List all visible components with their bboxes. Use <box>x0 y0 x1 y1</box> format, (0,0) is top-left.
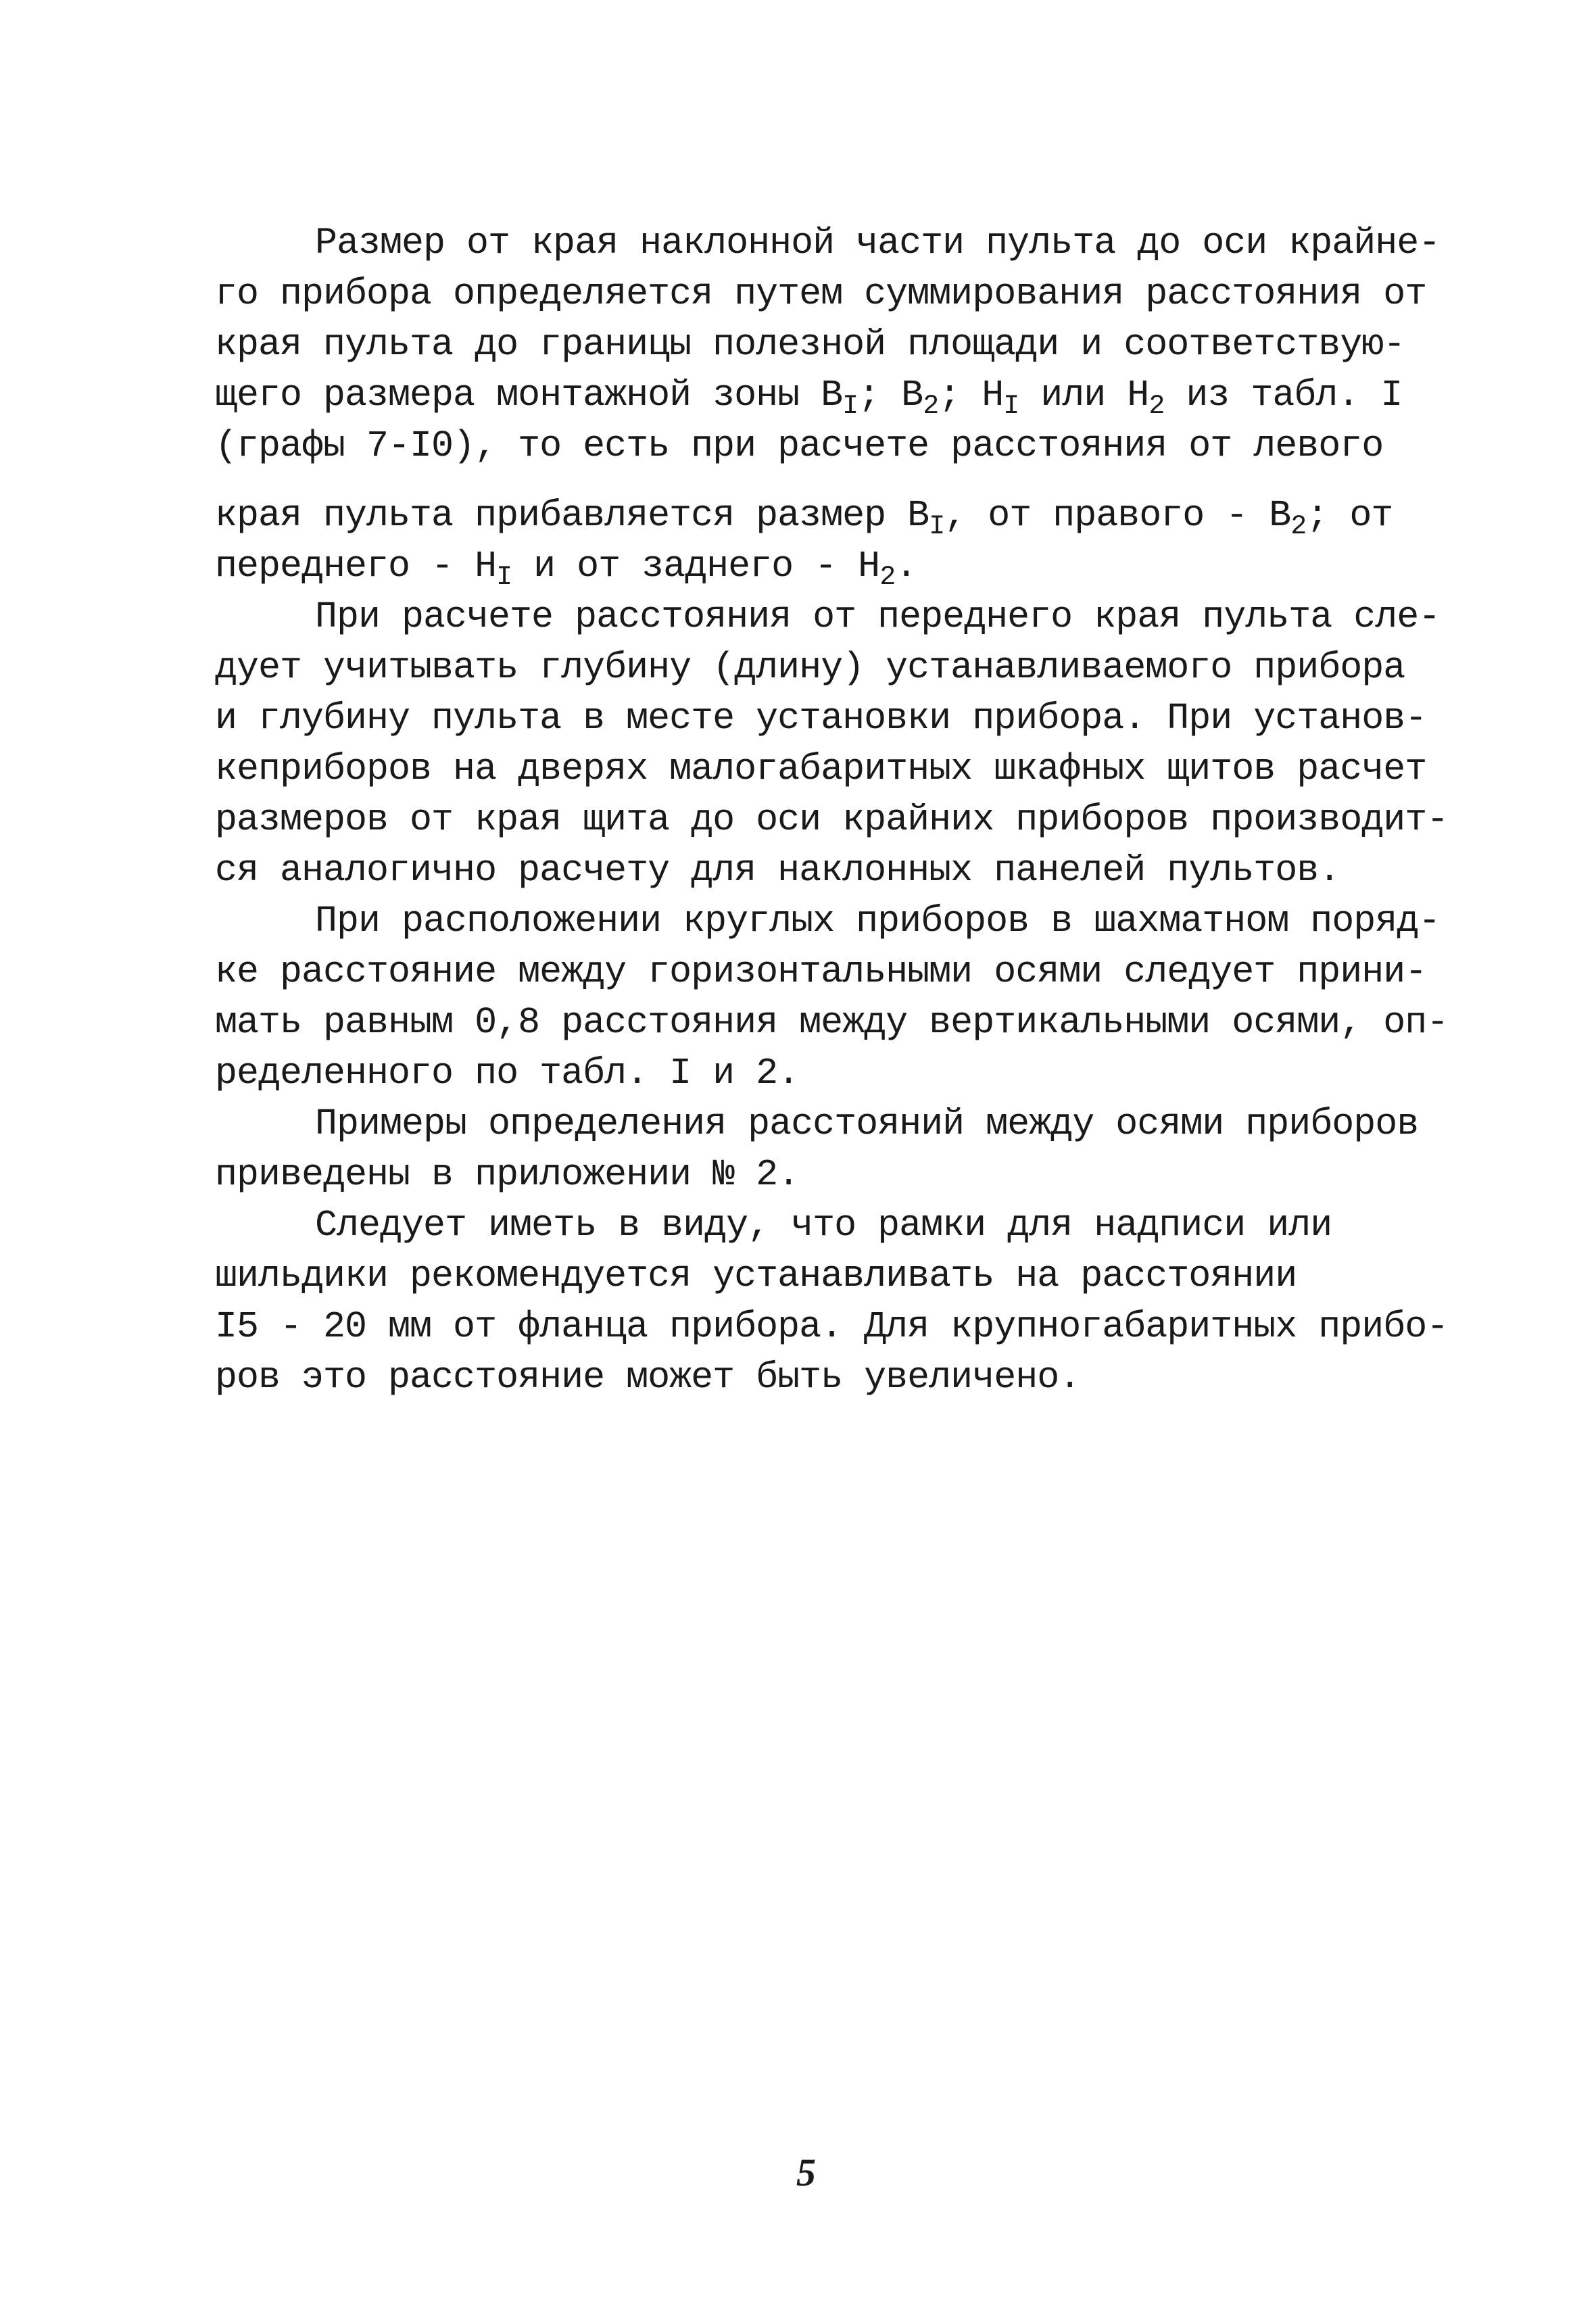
paragraph <box>215 1200 1449 1403</box>
subscript: I <box>496 562 512 593</box>
subscript: 2 <box>879 562 896 593</box>
text-line <box>215 1048 1432 1099</box>
text-run: приведены в приложении № 2. <box>215 1153 800 1196</box>
text-run: ределенного по табл. I и 2. <box>215 1052 800 1094</box>
text-run: , от правого - B <box>944 494 1291 537</box>
text-line <box>215 319 1432 370</box>
text-run: Размер от края наклонной части пульта до оси крайне- <box>315 222 1441 264</box>
text-run: Примеры определения расстояний между осями приборов <box>315 1103 1419 1145</box>
text-line <box>215 541 1432 592</box>
body-text <box>215 218 1449 1403</box>
text-line <box>215 1251 1432 1301</box>
text-run: ; B <box>858 374 923 416</box>
text-line <box>215 218 1441 268</box>
text-run: При расположении круглых приборов в шахматном поряд- <box>315 900 1441 942</box>
text-run: ров это расстояние может быть увеличено. <box>215 1356 1081 1399</box>
text-line <box>215 370 1432 420</box>
text-run: . <box>895 545 917 587</box>
text-run: края пульта прибавляется размер B <box>215 494 929 537</box>
text-line <box>215 845 1432 896</box>
text-line <box>215 794 1449 845</box>
text-run: переднего - H <box>215 545 497 587</box>
subscript: 2 <box>1148 391 1165 422</box>
text-run: шильдики рекомендуется устанавливать на расстоянии <box>215 1255 1297 1297</box>
paragraph <box>215 218 1441 593</box>
text-run: и от заднего - H <box>512 545 880 587</box>
text-run: I5 - 20 мм от фланца прибора. Для крупногабаритных прибо- <box>215 1305 1449 1348</box>
text-line <box>215 642 1432 693</box>
subscript: I <box>929 512 945 542</box>
text-run: размеров от края щита до оси крайних приборов производит- <box>215 798 1449 841</box>
text-line <box>215 1200 1432 1251</box>
paragraph <box>215 1099 1432 1200</box>
text-line <box>215 744 1432 794</box>
text-line <box>215 1149 1432 1200</box>
text-run: щего размера монтажной зоны B <box>215 374 843 416</box>
subscript: 2 <box>923 391 939 422</box>
text-run: или H <box>1019 374 1149 416</box>
page-number: 5 <box>796 2150 816 2194</box>
text-line <box>215 946 1432 997</box>
text-line <box>215 268 1432 319</box>
text-line <box>215 420 1432 471</box>
text-run: и глубину пульта в месте установки прибора. При установ- <box>215 697 1427 740</box>
text-line <box>215 592 1441 642</box>
text-run: Следует иметь в виду, что рамки для надписи или <box>315 1204 1332 1247</box>
text-line <box>215 693 1432 744</box>
text-run: дует учитывать глубину (длину) устанавливаемого прибора <box>215 646 1405 689</box>
text-run: ; от <box>1306 494 1393 537</box>
text-run: ся аналогично расчету для наклонных панелей пультов. <box>215 849 1340 892</box>
subscript: 2 <box>1290 512 1307 542</box>
text-run: из табл. I <box>1164 374 1403 416</box>
text-run: кеприборов на дверях малогабаритных шкафных щитов расчет <box>215 748 1427 790</box>
text-run: (графы 7-I0), то есть при расчете расстояния от левого <box>215 425 1384 467</box>
text-line <box>215 997 1449 1048</box>
text-run: го прибора определяется путем суммирования расстояния от <box>215 272 1427 315</box>
paragraph <box>215 896 1449 1099</box>
text-run: края пульта до границы полезной площади и соответствую- <box>215 323 1405 366</box>
text-run: мать равным 0,8 расстояния между вертикальными осями, оп- <box>215 1001 1449 1044</box>
subscript: I <box>842 391 859 422</box>
text-line <box>215 490 1432 541</box>
subscript: I <box>1003 391 1019 422</box>
text-run: ке расстояние между горизонтальными осями следует прини- <box>215 950 1427 993</box>
text-line <box>215 1301 1449 1352</box>
text-run: При расчете расстояния от переднего края пульта сле- <box>315 596 1441 638</box>
text-line <box>215 1352 1432 1403</box>
paragraph <box>215 592 1449 896</box>
line-gap <box>215 471 1432 490</box>
text-run: ; H <box>938 374 1004 416</box>
text-line <box>215 1099 1432 1149</box>
text-line <box>215 896 1441 946</box>
